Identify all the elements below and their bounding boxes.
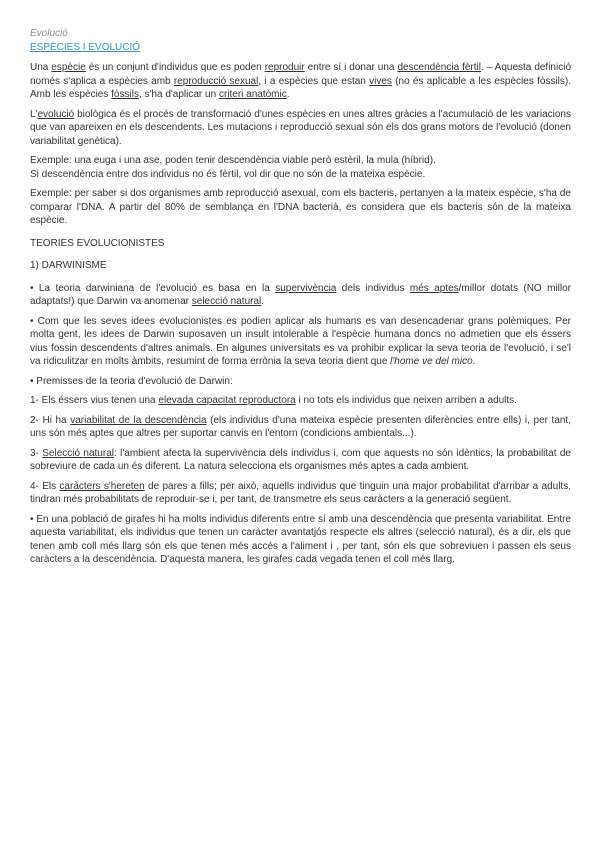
term-capacitat-reproductora: elevada capacitat reproductora xyxy=(158,395,296,406)
section-link[interactable]: ESPÈCIES I EVOLUCIÓ xyxy=(30,41,141,53)
term-fossils: fòssils xyxy=(111,89,139,100)
bullet-controversy: • Com que les seves idees evolucionistes es podien aplicar als humans es van desencadenar grans polèmiques. Per molta gent, les idees de Darwin suposaven un insult intolerable a l'espècie humana doncs no admetien que els éssers vius fossin descendents d'altres animals. En algunes universitats es va prohibir explicar la seva teoria de l'evolució, i se'l va ridiculitzar en molts àmbits, resumint de forma errònia la seva teoria dient que l'home ve del mico. xyxy=(30,315,571,367)
bullet-darwin-theory: • La teoria darwiniana de l'evolució es basa en la supervivència dels individus més aptes/millor dotats (NO millor adaptats!) que Darwin va anomenar selecció natural. xyxy=(30,282,571,307)
document-subtitle: Evolució xyxy=(30,28,68,39)
quote-home-mico: l'home ve del mico xyxy=(390,356,473,367)
term-reproduir: reproduir xyxy=(264,62,305,73)
document-page xyxy=(30,27,571,573)
bullet-giraffes: • En una població de girafes hi ha molts individus diferents entre sí amb una descendència que presenta variabilitat. Entre aquesta variabilitat, els individus que tenen un caràcter avantatjós respecte els altres (selecció natural), és a dir, els que tenen amb coll més llarg són els que tenen més accés a l'aliment i , per tant, són els que sobreviuen i passen els seus caràcters a la descendència. D'aquesta manera, les girafes cada vegada tenen el coll més llarg. xyxy=(30,513,571,565)
subsection-title: 1) DARWINISME xyxy=(30,260,107,271)
bullet-premises-heading: • Premisses de la teoria d'evolució de Darwin: xyxy=(30,375,233,387)
premise-1: 1- Els éssers vius tenen una elevada capacitat reproductora i no tots els individus que neixen arriben a adults. xyxy=(30,395,517,406)
term-evolucio: evolució xyxy=(37,108,75,120)
term-reproduccio-sexual: reproducció sexual xyxy=(173,75,259,87)
term-seleccio-natural-2: Selecció natural xyxy=(42,447,114,459)
paragraph-species-definition: Una espècie és un conjunt d'individus que es poden reproduir entre sí i donar una descendència fèrtil. – Aquesta definició només s'aplica a espècies amb reproducció sexual, i a espècies que estan vives (no és aplicable a les espècies fòssils). Amb les espècies fòssils, s'ha d'aplicar un criteri anatòmic. xyxy=(30,62,572,100)
term-seleccio-natural: selecció natural xyxy=(191,296,262,307)
term-criteri-anatomic: criteri anatòmic xyxy=(218,89,287,100)
term-caracters-hereten: caràcters s'hereten xyxy=(59,480,145,492)
premise-2: 2- Hi ha variabilitat de la descendència (els individus d'una mateixa espècie presenten diferències entre ells) i, per tant, uns són més aptes que altres per suportar canvis en l'entorn (condicions ambientals...). xyxy=(30,414,571,439)
example-mule-line2: Si descendència entre dos individus no és fèrtil, vol dir que no són de la mateixa espècie. xyxy=(30,168,426,180)
term-variabilitat: variabilitat de la descendència xyxy=(70,414,207,426)
term-supervivencia: supervivència xyxy=(275,282,337,294)
term-especie: espècie xyxy=(51,62,86,73)
term-mes-aptes: més aptes xyxy=(409,282,459,294)
paragraph-evolution-definition: L'evolució biològica és el procés de transformació d'unes espècies en unes altres gràcies a l'acumulació de les variacions que van apareixen en els descendents. Les mutacions i reproducció sexual són els dos grans motors de l'evolució (donen variabilitat genètica). xyxy=(30,108,571,147)
section-title: TEORIES EVOLUCIONISTES xyxy=(30,237,165,249)
example-mule-line1: Exemple: una euga i una ase, poden tenir descendència viable però estèril, la mula (híbrid). xyxy=(30,155,436,166)
term-descendencia-fertil: descendència fèrtil xyxy=(397,62,481,73)
premise-3: 3- Selecció natural: l'ambient afecta la supervivència dels individus i, com que aquests no són idèntics, la probabilitat de sobreviure de cada un és diferent. La natura selecciona els organismes més aptes a cada ambient. xyxy=(30,447,571,472)
example-bacteria: Exemple: per saber si dos organismes amb reproducció asexual, com els bacteris, pertanyen a la mateix espècie, s'ha de comparar l'DNA. A partir del 80% de semblança en l'DNA bacterià, es considera que els bacteris són de la mateixa espècie. xyxy=(30,188,571,226)
term-vives: vives xyxy=(369,75,392,87)
premise-4: 4- Els caràcters s'hereten de pares a fills; per això, aquells individus que tinguin una major probabilitat d'arribar a adults, tindran més probabilitats de reproduir-se i, per tant, de transmetre els seus caràcters a la generació següent. xyxy=(30,480,571,505)
